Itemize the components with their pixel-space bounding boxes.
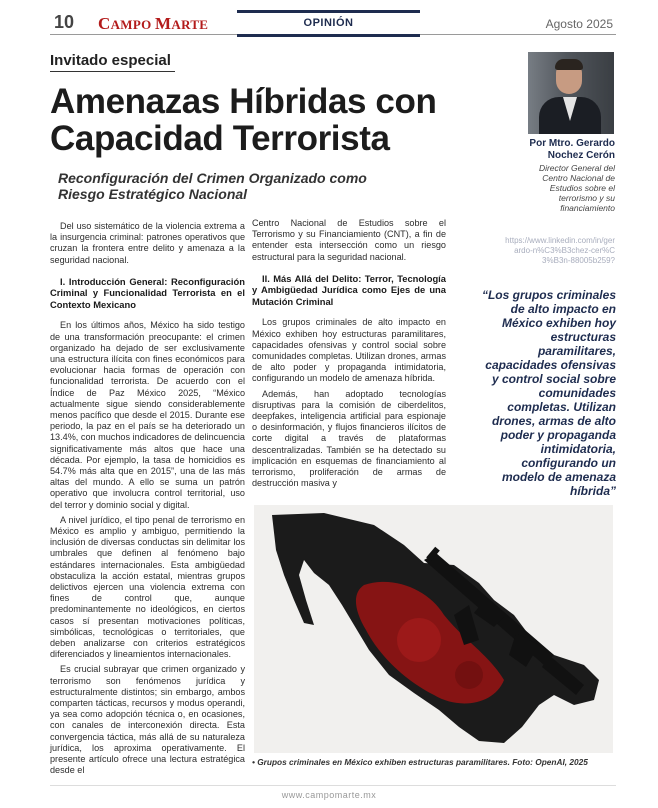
mexico-map-rifle-illustration	[254, 505, 613, 753]
section-1-heading: I. Introducción General: Reconfiguración Criminal y Funcionalidad Terrorista en el Contexto Mexicano	[50, 275, 245, 310]
paragraph: A nivel jurídico, el tipo penal de terrorismo en México es amplio y ambiguo, permitiendo la inclusión de diversas conductas sin delimitar los umbrales que definen al fenómeno bajo estándares internacionales. Esta ambigüedad obstaculiza la acción estatal, mientras grupos delictivos ejercen una violencia extrema con fines de control que, aunque predominantemente no ideológicos, en ciertos casos sí presentan motivaciones políticas, simbólicas, tecnológicas o territoriales, que deben analizarse con criterios estratégicos diferenciados y lineamientos internacionales.	[50, 514, 245, 660]
author-photo	[528, 52, 614, 134]
figure-source: Foto: OpenAI, 2025	[512, 757, 588, 767]
paragraph: Además, han adoptado tecnologías disruptivas para la comisión de ciberdelitos, deepfakes, inteligencia artificial para espionaje o desinformación, y flujos financieros ilícitos de corte digital a través de plataformas descentralizadas. También se ha detectado su implicación en esquemas de financiamiento al terrorismo, proliferación de armas de destrucción masiva y	[252, 388, 446, 489]
subhead-line-1: Reconfiguración del Crimen Organizado como	[58, 170, 367, 186]
page-number: 10	[54, 12, 75, 32]
headline-line-2: Capacidad Terrorista	[50, 119, 390, 158]
paragraph: Los grupos criminales de alto impacto en México exhiben hoy estructuras paramilitares, capacidades ofensivas y control social sobre comunidades completas. Utilizan drones, armas de alto poder y propaganda intimidatoria, configurando un modelo de amenaza híbrida.	[252, 317, 446, 384]
pullquote: “Los grupos criminales de alto impacto en México exhiben hoy estructuras paramilitares, capacidades ofensivas y control social sobre comunidades completas. Utilizan drones, armas de alto poder y propaganda intimidatoria, configurando un modelo de amenaza híbrida”	[481, 288, 616, 498]
article-illustration	[254, 505, 613, 753]
header-rule-right	[420, 34, 616, 35]
author-name-line-1: Por Mtro. Gerardo	[529, 138, 615, 149]
subhead-line-2: Riesgo Estratégico Nacional	[58, 186, 248, 202]
article-intro: Del uso sistemático de la violencia extrema a la insurgencia criminal: patrones operativos que cruzan la frontera entre delito y amenaza a la seguridad nacional.	[50, 221, 245, 265]
footer-rule	[50, 785, 616, 786]
figure-caption	[252, 757, 620, 767]
article-column-1	[50, 221, 245, 780]
figure-caption-text: • Grupos criminales en México exhiben estructuras paramilitares.	[252, 757, 510, 767]
kicker-label: Invitado especial	[50, 52, 171, 69]
article-subhead	[58, 170, 418, 202]
headline-line-1: Amenazas Híbridas con	[50, 82, 437, 121]
author-linkedin-link[interactable]: https://www.linkedin.com/in/gerardo-n%C3%B3chez-cer%C3%B3n-88005b259?	[505, 236, 615, 265]
section-label: OPINIÓN	[237, 10, 420, 37]
paragraph: En los últimos años, México ha sido testigo de una transformación preocupante: el crimen organizado ha dejado de ser exclusivamente una estructura ilícita con fines económicos para evolucionar hacia formas de operación con funcionalidad terrorista. De acuerdo con el Índice de Paz México 2025, “México actualmente sigue siendo considerablemente menos pacífico que desde el 2015. Durante ese periodo, la paz en el país se ha deteriorado un 13.4%, con muchos indicadores de delincuencia significativamente más altos que hace una década. Por ejemplo, la tasa de homicidios es 54.7% más alta que en 2015”, una de las más altas del mundo. A ello se suma un patrón operativo que involucra control territorial, uso del terror y dominio social y digital.	[50, 320, 245, 510]
article-column-2	[252, 218, 446, 493]
page-header	[0, 0, 658, 40]
footer-url[interactable]: www.campomarte.mx	[281, 790, 377, 800]
issue-date: Agosto 2025	[545, 17, 613, 31]
header-rule-left	[50, 34, 237, 35]
section-2-heading: II. Más Allá del Delito: Terror, Tecnología y Ambigüedad Jurídica como Ejes de una Mutación Criminal	[252, 272, 446, 307]
article-headline	[50, 83, 470, 157]
author-name	[515, 138, 615, 162]
paragraph: Centro Nacional de Estudios sobre el Terrorismo y su Financiamiento (CNT), a fin de entender esta intersección como un riesgo estructural para la seguridad nacional.	[252, 218, 446, 262]
kicker-rule	[50, 71, 175, 72]
author-name-line-2: Nochez Cerón	[547, 150, 615, 161]
brand-logo: CAMPO MARTE	[98, 14, 209, 33]
paragraph: Es crucial subrayar que crimen organizado y terrorismo son fenómenos jurídica y estructuralmente distintos; sin embargo, ambos comparten tácticas, recursos y modus operandi, ya sea como adopción técnica o, en ocasiones, con canales de interconexión directa. Esta convergencia táctica, más allá de su naturaleza jurídica, los aproxima operativamente. El presente artículo ofrece una lectura estratégica desde el	[50, 664, 245, 776]
author-role: Director General del Centro Nacional de Estudios sobre el terrorismo y su financiamiento	[538, 163, 615, 213]
